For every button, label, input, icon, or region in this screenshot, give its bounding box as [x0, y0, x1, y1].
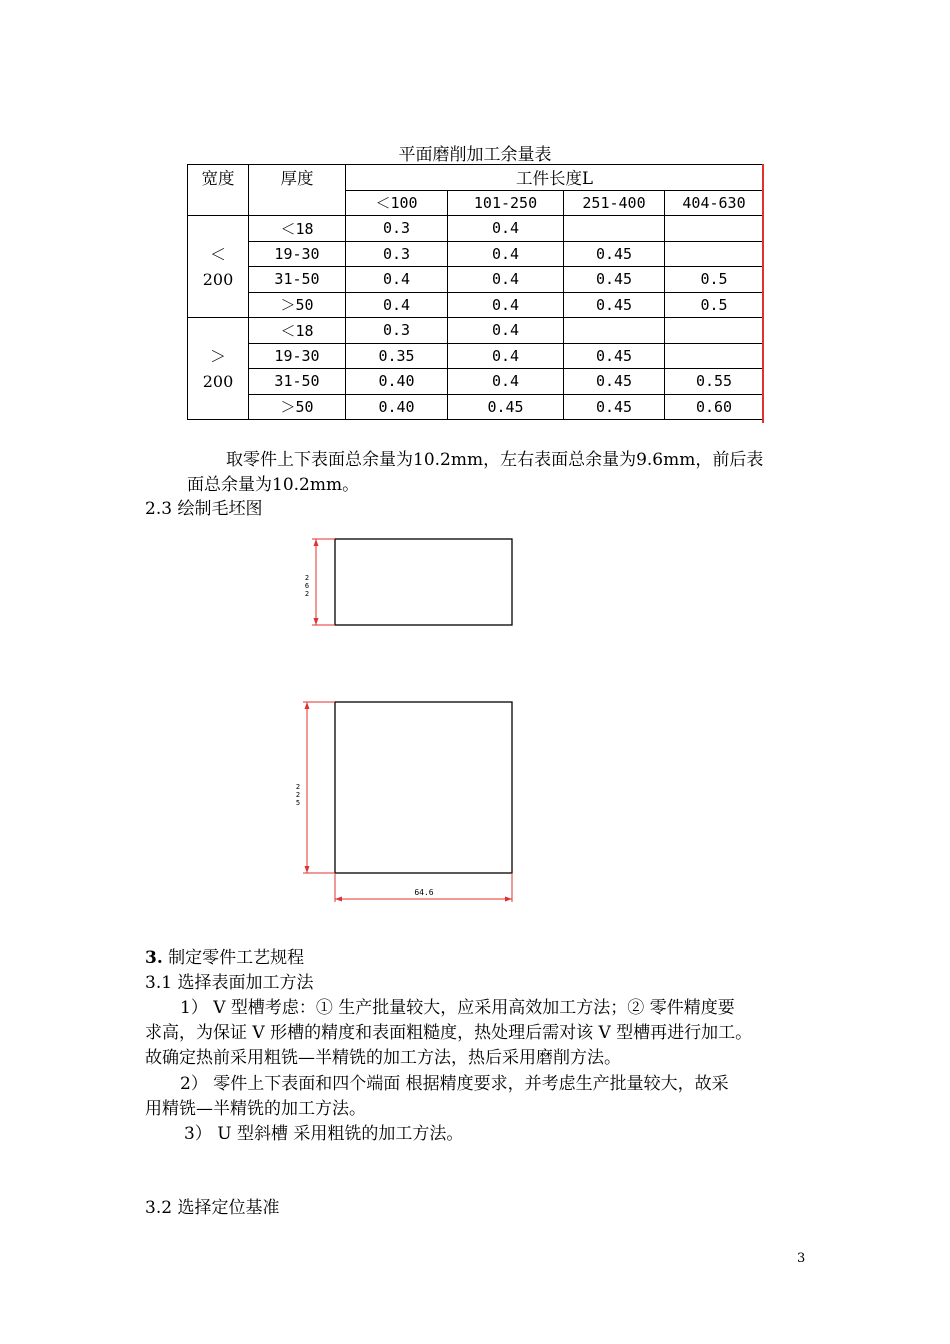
table-cell: 0.4 — [346, 267, 448, 293]
table-cell — [665, 318, 764, 344]
heading-2-3: 2.3 绘制毛坯图 — [145, 499, 263, 519]
table-cell: 0.3 — [346, 216, 448, 242]
table-cell: 0.4 — [448, 318, 564, 344]
table-cell: 0.4 — [448, 267, 564, 293]
heading-3: 3. 制定零件工艺规程 — [145, 948, 305, 968]
table-cell: 0.45 — [564, 241, 665, 267]
table-caption: 平面磨削加工余量表 — [398, 145, 552, 165]
table-cell: 0.55 — [665, 369, 764, 395]
table-cell: 0.4 — [448, 369, 564, 395]
table-cell: 0.3 — [346, 318, 448, 344]
allowance-paragraph-line: 取零件上下表面总余量为10.2mm，左右表面总余量为9.6mm，前后表 — [226, 450, 764, 470]
thickness-cell: 31-50 — [249, 369, 346, 395]
width-group-label: ＜ 200 — [188, 216, 249, 318]
table-cell: 0.40 — [346, 394, 448, 420]
item-2-line: 用精铣—半精铣的加工方法。 — [145, 1099, 366, 1119]
blank-top-view — [335, 539, 512, 625]
thickness-cell: ＞50 — [249, 292, 346, 318]
table-cell: 0.5 — [665, 292, 764, 318]
table-cell: 0.45 — [448, 394, 564, 420]
table-cell: 0.40 — [346, 369, 448, 395]
heading-3-1: 3.1 选择表面加工方法 — [145, 973, 314, 993]
table-right-marker — [762, 164, 764, 423]
grinding-allowance-table — [187, 164, 764, 420]
table-cell — [564, 216, 665, 242]
header-width: 宽度 — [188, 165, 249, 216]
dimension-side-label: 2 2 5 — [295, 783, 301, 807]
table-cell: 0.45 — [564, 267, 665, 293]
thickness-cell: ＜18 — [249, 216, 346, 242]
header-thickness: 厚度 — [249, 165, 346, 216]
table-cell: 0.3 — [346, 241, 448, 267]
thickness-cell: 19-30 — [249, 241, 346, 267]
table-cell: 0.4 — [448, 292, 564, 318]
table-cell: 0.4 — [448, 241, 564, 267]
table-cell: 0.45 — [564, 343, 665, 369]
blank-front-view — [335, 702, 512, 873]
item-1-line: 故确定热前采用粗铣—半精铣的加工方法，热后采用磨削方法。 — [145, 1048, 621, 1068]
dimension-side — [303, 702, 335, 873]
table-cell — [665, 241, 764, 267]
table-cell — [564, 318, 665, 344]
table-cell: 0.4 — [346, 292, 448, 318]
header-length: 251-400 — [564, 190, 665, 216]
header-length: ＜100 — [346, 190, 448, 216]
header-length: 101-250 — [448, 190, 564, 216]
thickness-cell: ＞50 — [249, 394, 346, 420]
dimension-top-label: 2 6 2 — [304, 574, 310, 598]
table-cell — [665, 216, 764, 242]
page-number: 3 — [797, 1251, 806, 1266]
item-1-line: 1） V 型槽考虑：① 生产批量较大，应采用高效加工方法；② 零件精度要 — [180, 998, 735, 1018]
item-1-line: 求高，为保证 V 形槽的精度和表面粗糙度，热处理后需对该 V 型槽再进行加工。 — [145, 1023, 753, 1043]
item-3-line: 3） U 型斜槽 采用粗铣的加工方法。 — [184, 1124, 464, 1144]
table-cell: 0.45 — [564, 292, 665, 318]
thickness-cell: 31-50 — [249, 267, 346, 293]
table-cell: 0.5 — [665, 267, 764, 293]
table-cell: 0.60 — [665, 394, 764, 420]
dimension-top — [312, 539, 335, 625]
thickness-cell: 19-30 — [249, 343, 346, 369]
table-cell — [665, 343, 764, 369]
table-cell: 0.4 — [448, 343, 564, 369]
header-length-group: 工件长度L — [346, 165, 764, 191]
table-cell: 0.35 — [346, 343, 448, 369]
item-2-line: 2） 零件上下表面和四个端面 根据精度要求，并考虑生产批量较大，故采 — [180, 1074, 729, 1094]
blank-drawing — [300, 530, 540, 910]
heading-3-2: 3.2 选择定位基准 — [145, 1198, 280, 1218]
table-cell: 0.4 — [448, 216, 564, 242]
header-length: 404-630 — [665, 190, 764, 216]
table-cell: 0.45 — [564, 369, 665, 395]
allowance-paragraph-line: 面总余量为10.2mm。 — [187, 475, 360, 495]
thickness-cell: ＜18 — [249, 318, 346, 344]
dimension-bottom-label: 64.6 — [414, 888, 434, 897]
width-group-label: ＞ 200 — [188, 318, 249, 420]
table-cell: 0.45 — [564, 394, 665, 420]
